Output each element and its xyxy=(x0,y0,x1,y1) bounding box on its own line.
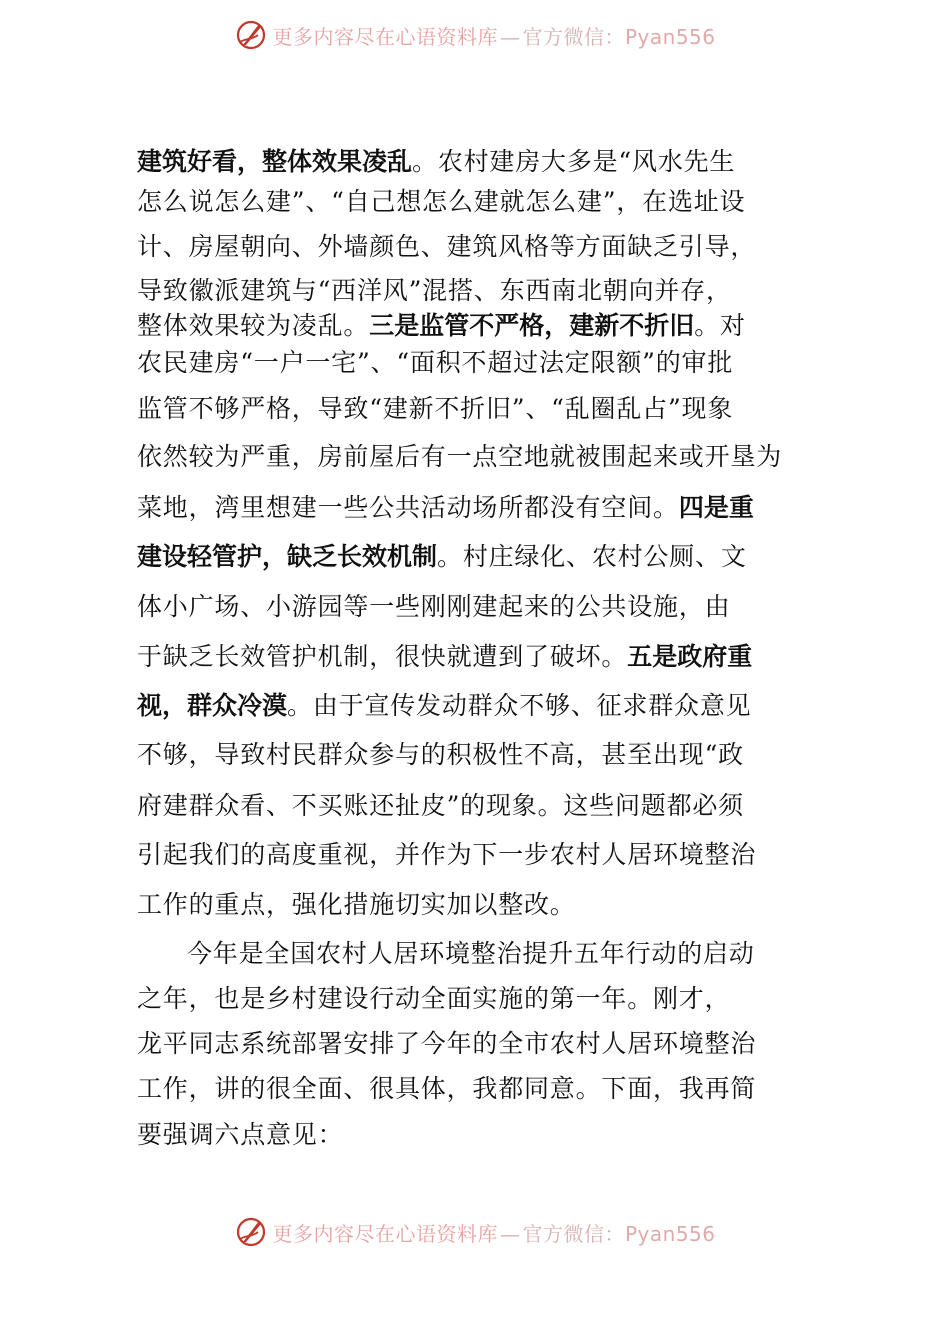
text-line xyxy=(137,184,745,220)
text-run: 。村庄绿化、农村公厕、文 xyxy=(437,542,747,571)
text-line xyxy=(137,539,747,575)
quill-logo-icon xyxy=(234,1215,268,1249)
text-line xyxy=(137,837,756,873)
text-run: 于缺乏长效管护机制，很快就遭到了破坏。 xyxy=(137,642,628,671)
text-run: 工作的重点，强化措施切实加以整改。 xyxy=(137,890,576,919)
watermark-title: 更多内容尽在心语资料库 xyxy=(272,1221,498,1246)
text-run: 导致徽派建筑与“西洋风”混搭、东西南北朝向并存， xyxy=(137,276,732,305)
quill-logo-icon xyxy=(234,18,268,52)
text-line xyxy=(137,490,754,526)
text-run: 计、房屋朝向、外墙颜色、建筑风格等方面缺乏引导， xyxy=(137,232,757,261)
bold-text: 建设轻管护，缺乏长效机制 xyxy=(137,542,438,571)
watermark-separator: — xyxy=(499,1221,521,1246)
bold-text: 五是政府重 xyxy=(627,642,753,671)
text-run: 工作，讲的很全面、很具体，我都同意。下面，我再简 xyxy=(137,1074,757,1103)
text-run: 不够，导致村民群众参与的积极性不高，甚至出现“政 xyxy=(137,740,744,769)
text-line xyxy=(137,887,576,923)
text-run: 引起我们的高度重视，并作为下一步农村人居环境整治 xyxy=(137,840,757,869)
text-run: 府建群众看、不买账还扯皮”的现象。这些问题都必须 xyxy=(137,791,744,820)
watermark-id: Pyan556 xyxy=(624,1221,716,1246)
bold-text: 视，群众冷漠 xyxy=(137,691,288,720)
text-line xyxy=(137,308,746,344)
text-line xyxy=(137,788,744,824)
bold-text: 三是监管不严格，建新不折旧 xyxy=(369,311,695,340)
watermark-label: 官方微信： xyxy=(522,1221,625,1246)
text-line xyxy=(137,391,733,427)
text-run: 。农村建房大多是“风水先生 xyxy=(412,147,736,176)
text-run: 整体效果较为凌乱。 xyxy=(137,311,370,340)
text-line xyxy=(137,737,744,773)
text-line xyxy=(137,229,756,265)
text-run: 。对 xyxy=(694,311,746,340)
text-line xyxy=(137,273,732,309)
text-run: 农民建房“一户一宅”、“面积不超过法定限额”的审批 xyxy=(137,348,734,377)
footer-watermark xyxy=(0,1212,950,1252)
text-line xyxy=(137,688,751,724)
watermark-text xyxy=(272,1218,715,1247)
text-run: 今年是全国农村人居环境整治提升五年行动的启动 xyxy=(187,939,755,968)
text-run: 要强调六点意见： xyxy=(137,1120,344,1149)
text-run: 之年，也是乡村建设行动全面实施的第一年。刚才， xyxy=(137,984,731,1013)
text-line xyxy=(137,345,733,381)
text-line xyxy=(137,589,730,625)
watermark-text xyxy=(272,21,715,50)
text-line xyxy=(137,981,730,1017)
text-line xyxy=(137,1026,756,1062)
text-line xyxy=(137,439,782,475)
text-run: 依然较为严重，房前屋后有一点空地就被围起来或开垦为 xyxy=(137,442,783,471)
header-watermark xyxy=(0,15,950,55)
text-run: 。由于宣传发动群众不够、征求群众意见 xyxy=(287,691,752,720)
text-run: 龙平同志系统部署安排了今年的全市农村人居环境整治 xyxy=(137,1029,757,1058)
text-line xyxy=(137,1117,343,1153)
text-line xyxy=(137,639,752,675)
watermark-label: 官方微信： xyxy=(522,24,625,49)
watermark-id: Pyan556 xyxy=(624,24,716,49)
watermark-separator: — xyxy=(499,24,521,49)
text-line xyxy=(137,144,735,180)
text-line xyxy=(187,936,755,972)
watermark-title: 更多内容尽在心语资料库 xyxy=(272,24,498,49)
bold-text: 四是重 xyxy=(678,493,754,522)
text-run: 监管不够严格，导致“建新不折旧”、“乱圈乱占”现象 xyxy=(137,394,734,423)
text-run: 菜地，湾里想建一些公共活动场所都没有空间。 xyxy=(137,493,679,522)
text-run: 怎么说怎么建”、“自己想怎么建就怎么建”，在选址设 xyxy=(137,187,746,216)
text-run: 体小广场、小游园等一些刚刚建起来的公共设施，由 xyxy=(137,592,731,621)
text-line xyxy=(137,1071,756,1107)
bold-text: 建筑好看，整体效果凌乱 xyxy=(137,147,413,176)
